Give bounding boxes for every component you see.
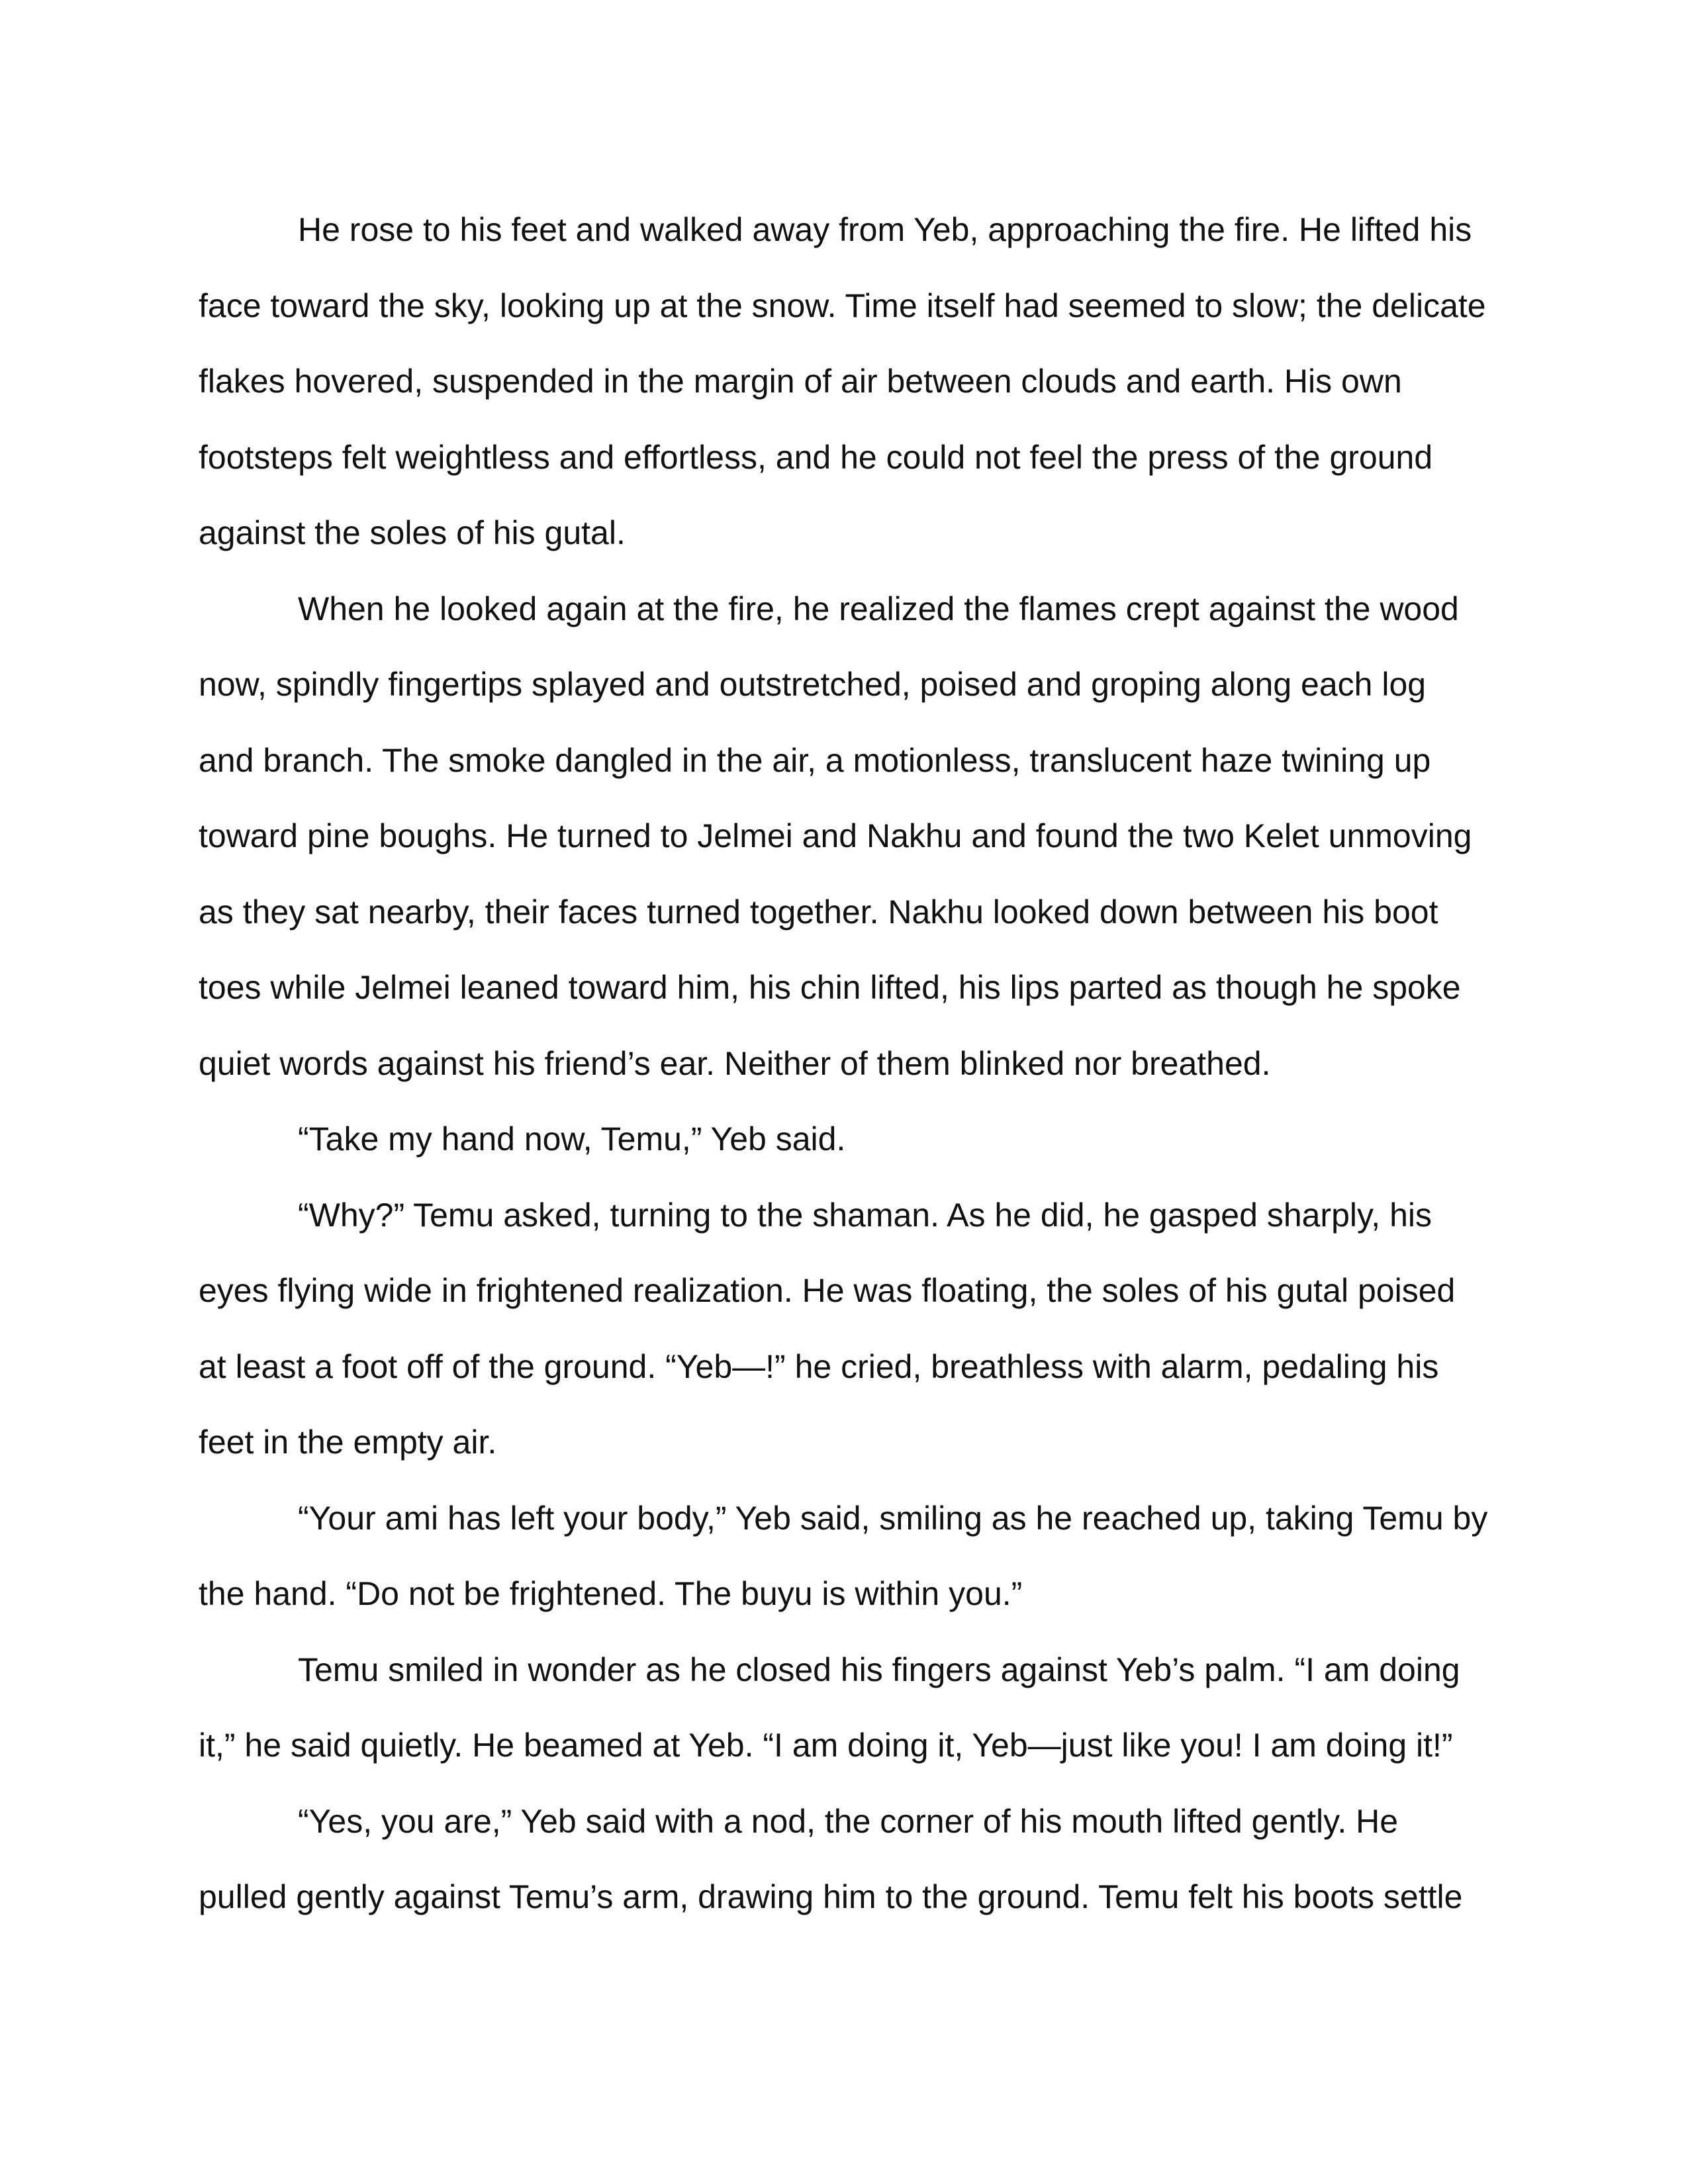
paragraph: “Your ami has left your body,” Yeb said, smiling as he reached up, taking Temu by the hand. “Do not be frightened. The buyu is within you.” xyxy=(199,1499,1488,1612)
paragraph: “Yes, you are,” Yeb said with a nod, the corner of his mouth lifted gently. He pulled gently against Temu’s arm, drawing him to the ground. Temu felt his boots settle xyxy=(199,1802,1463,1915)
paragraph: He rose to his feet and walked away from Yeb, approaching the fire. He lifted his face toward the sky, looking up at the snow. Time itself had seemed to slow; the delicate flakes hovered, suspended in the margin of air between clouds and earth. His own footsteps felt weightless and effortless, and he could not feel the press of the ground against the soles of his gutal. xyxy=(199,211,1486,551)
paragraph: “Why?” Temu asked, turning to the shaman. As he did, he gasped sharply, his eyes flying wide in frightened realization. He was floating, the soles of his gutal poised at least a foot off of the ground. “Yeb—!” he cried, breathless with alarm, pedaling his feet in the empty air. xyxy=(199,1196,1456,1461)
paragraph: When he looked again at the fire, he realized the flames crept against the wood now, spindly fingertips splayed and outstretched, poised and groping along each log and branch. The smoke dangled in the air, a motionless, translucent haze twining up toward pine boughs. He turned to Jelmei and Nakhu and found the two Kelet unmoving as they sat nearby, their faces turned together. Nakhu looked down between his boot toes while Jelmei leaned toward him, his chin lifted, his lips parted as though he spoke quiet words against his friend’s ear. Neither of them blinked nor breathed. xyxy=(199,590,1472,1082)
paragraph: “Take my hand now, Temu,” Yeb said. xyxy=(298,1120,846,1158)
paragraph: Temu smiled in wonder as he closed his fingers against Yeb’s palm. “I am doing it,” he said quietly. He beamed at Yeb. “I am doing it, Yeb—just like you! I am doing it!” xyxy=(199,1651,1460,1764)
document-page xyxy=(199,192,1489,1935)
